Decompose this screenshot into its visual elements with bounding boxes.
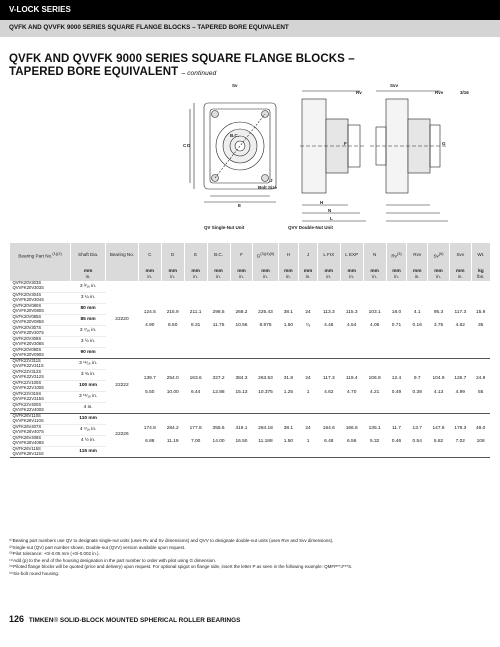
- part-number-cell: QVFK20V303S QVVFK20V303S: [10, 281, 71, 292]
- dim-label-f: F: [344, 141, 347, 146]
- shaft-dia-cell: 3 ¹¹⁄₁₆ in.: [71, 358, 106, 369]
- dimension-cell: [471, 413, 490, 457]
- units-cell: mm in.: [428, 267, 450, 281]
- shaft-dia-cell: 115 mm: [71, 446, 106, 457]
- dimension-in: 4.54: [347, 323, 357, 329]
- col-header-rvv: Rvv: [407, 243, 428, 267]
- units-shaft: mm in.: [71, 267, 106, 281]
- dimension-in: 1: [306, 389, 310, 395]
- dimension-in: 4.13: [433, 389, 444, 395]
- dimension-cell: [363, 358, 386, 413]
- shaft-dia-cell: 3 ³⁄₁₆ in.: [71, 281, 106, 292]
- col-header-j: J: [299, 243, 318, 267]
- dimension-in: 0.16: [412, 323, 422, 329]
- dim-label-frac: 3/16: [460, 90, 469, 95]
- dimension-cell: [363, 413, 386, 457]
- units-cell: mm in.: [407, 267, 428, 281]
- col-header-bearing: Bearing No.: [106, 243, 139, 267]
- part-number-cell: QVFK20V080S QVVFK20V080S: [10, 303, 71, 314]
- col-header-d: D: [161, 243, 184, 267]
- dimension-mm: 147.8: [432, 425, 445, 431]
- bearing-no-cell: 22226: [106, 413, 139, 457]
- table-row: [10, 281, 491, 292]
- units-cell: mm in.: [278, 267, 299, 281]
- dim-label-c: C: [183, 143, 187, 148]
- dimension-cell: [407, 358, 428, 413]
- units-cell: mm in.: [386, 267, 407, 281]
- dimension-in: 4.06: [369, 323, 380, 329]
- dimension-in: 5.32: [369, 439, 380, 444]
- dimension-mm: 95.3: [433, 309, 444, 315]
- dimension-cell: [428, 281, 450, 358]
- dimension-cell: [299, 358, 318, 413]
- table-header-row: [10, 243, 491, 267]
- col-header-svv: Svv: [449, 243, 471, 267]
- part-number-cell: QVFK20V308S QVVFK20V308S: [10, 336, 71, 347]
- part-number-cell: QVFK22V312S QVVFK22V312S: [10, 369, 71, 380]
- dimension-mm: 211.1: [189, 309, 202, 315]
- table-row: [10, 358, 491, 369]
- col-header-f: F: [230, 243, 253, 267]
- col-header-h: H: [278, 243, 299, 267]
- dim-label-svv: Svv: [390, 83, 399, 88]
- dimension-mm: 4.1: [413, 309, 421, 315]
- dimension-mm: 9.7: [413, 376, 421, 382]
- dimension-cell: [428, 358, 450, 413]
- dimension-cell: [230, 281, 253, 358]
- caption-double-nut: QVV Double-Nut Unit: [288, 225, 333, 230]
- dimension-mm: 419.1: [235, 425, 248, 431]
- dimension-cell: [278, 281, 299, 358]
- dimension-in: 11.188: [258, 439, 273, 444]
- dimension-mm: 384.3: [235, 376, 248, 382]
- col-header-l-exp: L EXP: [340, 243, 363, 267]
- dimension-in: 5.82: [433, 439, 444, 444]
- units-cell: mm in.: [340, 267, 363, 281]
- shaft-dia-cell: 100 mm: [71, 380, 106, 391]
- shaft-dia-cell: 85 mm: [71, 314, 106, 325]
- footer-text: SOLID-BLOCK MOUNTED SPHERICAL ROLLER BEARINGS: [59, 617, 241, 624]
- col-header-shaft: Shaft Dia.: [71, 243, 106, 267]
- dimension-cell: [386, 281, 407, 358]
- dimension-cell: [161, 281, 184, 358]
- part-number-cell: QVFK26V110S QVVFK26V110S: [10, 413, 71, 424]
- bearing-no-cell: 22222: [106, 358, 139, 413]
- dimension-mm: 174.8: [143, 425, 156, 431]
- table-units-row: [10, 267, 491, 281]
- col-header-wt: Wt.: [471, 243, 490, 267]
- series-header-band: [0, 0, 500, 20]
- dimension-mm: 117.3: [454, 309, 467, 315]
- series-label: V-LOCK SERIES: [9, 5, 71, 14]
- col-header-g: $G^{(3)(4)(5)}$: [253, 243, 278, 267]
- dimension-cell: [340, 358, 363, 413]
- dimension-cell: [230, 358, 253, 413]
- dimension-cell: [407, 281, 428, 358]
- dimension-cell: [449, 358, 471, 413]
- dimension-cell: [299, 281, 318, 358]
- dimension-in: 108: [476, 439, 485, 444]
- dimension-mm: 284.18: [258, 425, 273, 431]
- dimension-mm: 115.3: [345, 309, 358, 315]
- units-cell: mm in.: [161, 267, 184, 281]
- dimension-mm: 103.1: [368, 309, 381, 315]
- dimension-mm: 24: [305, 376, 311, 382]
- dimension-in: 0.71: [391, 323, 402, 329]
- dimension-cell: [278, 358, 299, 413]
- dimension-cell: [138, 358, 161, 413]
- dim-label-j: J: [270, 178, 273, 183]
- dimension-in: 0.46: [391, 439, 402, 444]
- dimension-cell: [207, 281, 230, 358]
- dimension-mm: 113.3: [322, 309, 335, 315]
- dimension-cell: [161, 358, 184, 413]
- dimension-mm: 49.0: [475, 425, 486, 431]
- dimension-cell: [407, 413, 428, 457]
- dimension-cell: [278, 413, 299, 457]
- dimension-mm: 284.2: [166, 425, 179, 431]
- dimension-cell: [207, 358, 230, 413]
- table-body: [10, 281, 491, 457]
- dimension-in: 4.90: [145, 323, 155, 329]
- units-cell: mm in.: [138, 267, 161, 281]
- units-cell: mm in.: [184, 267, 207, 281]
- page-footer: 126 TIMKEN® SOLID-BLOCK MOUNTED SPHERICAL ROLLER BEARINGS: [9, 614, 241, 624]
- dimension-mm: 15.9: [475, 309, 486, 315]
- dimension-mm: 327.2: [212, 376, 225, 382]
- shaft-dia-cell: 4 ⁷⁄₁₆ in.: [71, 424, 106, 435]
- dimension-in: 0.38: [412, 389, 422, 395]
- units-spacer: [10, 267, 71, 281]
- dim-label-rvv: Rvv: [435, 90, 444, 95]
- dimension-cell: [386, 358, 407, 413]
- title-line-2: TAPERED BORE EQUIVALENT: [9, 66, 179, 78]
- dimension-cell: [317, 413, 340, 457]
- dimension-in: 4.99: [455, 389, 465, 395]
- dimension-in: 1: [306, 439, 310, 444]
- dimension-cell: [253, 358, 278, 413]
- dimension-in: 10.375: [258, 389, 273, 395]
- dimension-in: 14.00: [212, 439, 225, 444]
- shaft-dia-cell: 3 ¹⁵⁄₁₆ in.: [71, 391, 106, 402]
- units-cell: mm in.: [299, 267, 318, 281]
- dimension-in: 35: [477, 323, 484, 329]
- dimension-mm: 163.6: [189, 376, 202, 382]
- shaft-dia-cell: 80 mm: [71, 303, 106, 314]
- units-cell: mm in.: [317, 267, 340, 281]
- units-cell: mm in.: [449, 267, 471, 281]
- dim-label-sv: Sv: [232, 83, 238, 88]
- dim-label-l: L: [330, 216, 333, 221]
- dimension-in: 10.00: [166, 389, 179, 395]
- dimension-cell: [471, 281, 490, 358]
- dimension-in: 3.75: [433, 323, 444, 329]
- dimension-cell: [184, 413, 207, 457]
- dim-label-g: G: [442, 141, 446, 146]
- shaft-dia-cell: 90 mm: [71, 347, 106, 358]
- dimension-cell: [253, 413, 278, 457]
- footnote: ⁽⁶⁾Six-bolt round housing.: [9, 570, 60, 576]
- dimension-in: 1.50: [283, 323, 294, 329]
- section-subtitle: QVFK AND QVVFK 9000 SERIES SQUARE FLANGE BLOCKS – TAPERED BORE EQUIVALENT: [9, 24, 289, 31]
- dim-label-h: H: [320, 200, 324, 205]
- footnote: ⁽³⁾Pilot tolerance: +0/-0.05 mm (+0/-0.002 in.).: [9, 551, 100, 557]
- dimension-in: 5.50: [145, 389, 155, 395]
- units-cell: mm in.: [230, 267, 253, 281]
- dimension-mm: 24.9: [475, 376, 486, 382]
- dimension-mm: 104.9: [432, 376, 445, 382]
- technical-drawings: [160, 85, 500, 235]
- dimension-in: 6.44: [190, 389, 201, 395]
- footer-brand: TIMKEN: [28, 617, 54, 624]
- dimension-mm: 355.6: [212, 425, 225, 431]
- dimension-in: 7.00: [190, 439, 201, 444]
- units-cell: mm in.: [253, 267, 278, 281]
- col-header-part: Bearing Part No.$^{(1)(2)}$: [10, 243, 71, 267]
- title-continued: – continued: [181, 70, 217, 77]
- caption-single-nut: QV Single-Nut Unit: [204, 225, 245, 230]
- shaft-dia-cell: 4 ½ in.: [71, 435, 106, 446]
- dim-label-rv: Rv: [356, 90, 362, 95]
- dimension-mm: 263.53: [258, 376, 273, 382]
- dimension-cell: [428, 413, 450, 457]
- dimension-in: 4.70: [347, 389, 357, 395]
- dimension-in: 16.50: [235, 439, 248, 444]
- dimension-cell: [386, 413, 407, 457]
- part-number-cell: QVFK20V304S QVVFK20V304S: [10, 292, 71, 303]
- dimension-cell: [161, 413, 184, 457]
- part-number-cell: QVFK22V315S QVVFK22V315S: [10, 391, 71, 402]
- dimension-mm: 38.1: [283, 309, 294, 315]
- dimension-in: 7.02: [455, 439, 465, 444]
- dimension-cell: [207, 413, 230, 457]
- shaft-dia-cell: 3 ¾ in.: [71, 369, 106, 380]
- dimension-cell: [340, 281, 363, 358]
- dimension-mm: 268.2: [235, 309, 248, 315]
- units-cell: mm in.: [363, 267, 386, 281]
- page-number: 126: [9, 614, 25, 624]
- dimension-mm: 117.3: [322, 376, 335, 382]
- dimension-cell: [299, 413, 318, 457]
- dimension-in: 4.21: [369, 389, 380, 395]
- units-spacer: [106, 267, 139, 281]
- dimension-cell: [184, 281, 207, 358]
- dimensions-table-wrap: [9, 243, 490, 458]
- shaft-dia-cell: 110 mm: [71, 413, 106, 424]
- dim-label-e: E: [238, 203, 242, 208]
- col-header-sv: Sv$^{(6)}$: [428, 243, 450, 267]
- dimension-cell: [363, 281, 386, 358]
- dimension-mm: 11.7: [391, 425, 401, 431]
- dimensions-table: [9, 243, 490, 458]
- shaft-dia-cell: 3 ½ in.: [71, 336, 106, 347]
- dimension-in: 8.50: [168, 323, 178, 329]
- shaft-dia-cell: 4 in.: [71, 402, 106, 413]
- dimension-cell: [449, 413, 471, 457]
- part-number-cell: QVFK20V307S QVVFK20V307S: [10, 325, 71, 336]
- dim-label-d: D: [187, 143, 191, 148]
- dimension-in: 6.56: [347, 439, 357, 444]
- dimension-mm: 38.1: [283, 425, 294, 431]
- dimension-in: 11.75: [212, 323, 225, 329]
- dimension-in: 0.49: [391, 389, 402, 395]
- dimension-mm: 254.0: [166, 376, 179, 382]
- dim-label-bc: B.C.: [230, 133, 239, 138]
- dim-label-bolt-size: Bolt Size: [258, 185, 278, 190]
- dimension-cell: [317, 281, 340, 358]
- footnote: ⁽²⁾Single-nut (QV) part number shown. Double-nut (QVV) version available upon request.: [9, 544, 186, 550]
- shaft-dia-cell: 3 ⁷⁄₁₆ in.: [71, 325, 106, 336]
- dim-label-n: N: [328, 208, 332, 213]
- dimension-in: 1.50: [283, 439, 294, 444]
- dimension-in: 12.88: [212, 389, 225, 395]
- dimension-mm: 126.7: [454, 376, 467, 382]
- units-cell: mm in.: [207, 267, 230, 281]
- dimension-mm: 166.6: [345, 425, 358, 431]
- dimension-cell: [230, 413, 253, 457]
- dimension-in: 8.31: [190, 323, 201, 329]
- dimension-mm: 12.4: [391, 376, 402, 382]
- dimension-in: 1.25: [283, 389, 294, 395]
- col-header-e: E: [184, 243, 207, 267]
- dimension-in: 10.56: [235, 323, 248, 329]
- part-number-cell: QVFK22V311S QVVFK22V311S: [10, 358, 71, 369]
- col-header-rv: Rv$^{(3)}$: [386, 243, 407, 267]
- title-line-1: QVFK AND QVVFK 9000 SERIES SQUARE FLANGE BLOCKS –: [9, 53, 355, 65]
- dimension-cell: [317, 358, 340, 413]
- part-number-cell: QVFK22V100S QVVFK22V100S: [10, 380, 71, 391]
- dimension-cell: [138, 413, 161, 457]
- part-number-cell: QVFK26V407S QVVFK26V407S: [10, 424, 71, 435]
- dimension-mm: 24: [305, 309, 311, 315]
- col-header-c: C: [138, 243, 161, 267]
- dimension-in: 4.46: [324, 323, 334, 329]
- dimension-cell: [449, 281, 471, 358]
- dimension-cell: [138, 281, 161, 358]
- page-title: [9, 53, 355, 80]
- dimension-mm: 178.3: [454, 425, 467, 431]
- section-subtitle-band: [0, 20, 500, 37]
- shaft-dia-cell: 3 ¼ in.: [71, 292, 106, 303]
- dimension-cell: [184, 358, 207, 413]
- dimension-in: 6.88: [145, 439, 155, 444]
- dimension-mm: 298.5: [212, 309, 225, 315]
- dimension-in: 4.62: [324, 389, 334, 395]
- col-header-bc: B.C.: [207, 243, 230, 267]
- dimension-in: 6.48: [324, 439, 334, 444]
- col-header-n: N: [363, 243, 386, 267]
- dimension-mm: 18.0: [391, 309, 402, 315]
- col-header-l-fix: L FIX: [317, 243, 340, 267]
- dimension-cell: [253, 281, 278, 358]
- dimension-cell: [471, 358, 490, 413]
- dimension-mm: 164.6: [322, 425, 335, 431]
- dimension-in: 4.62: [455, 323, 465, 329]
- dimension-mm: 215.9: [166, 309, 179, 315]
- footnote: ⁽¹⁾Bearing part numbers use QV to designate single-nut units (uses Rv and Sv dimensions) and QVV to designate double-nut units (uses Rvv and Svv dimensions).: [9, 538, 334, 543]
- footnote: ⁽⁵⁾Piloted flange blocks will be quoted (price and delivery) upon request. For optional spigot on flange side, insert the letter P as seen in the following example: QMFP**J***S.: [9, 564, 353, 570]
- table-row: [10, 413, 491, 424]
- dimension-in: ⁷⁄₈: [305, 323, 311, 329]
- dimension-mm: 24: [305, 425, 311, 431]
- dimension-mm: 135.1: [368, 425, 381, 431]
- part-number-cell: QVFK22V400S QVVFK22V400S: [10, 402, 71, 413]
- dimension-mm: 13.7: [412, 425, 422, 431]
- dimension-mm: 177.8: [189, 425, 202, 431]
- footnotes: [9, 538, 491, 578]
- units-cell: kg lbs.: [471, 267, 490, 281]
- dimension-mm: 139.7: [143, 376, 156, 382]
- dimension-in: 8.875: [259, 323, 272, 329]
- part-number-cell: QVFK20V085S QVVFK20V085S: [10, 314, 71, 325]
- dimension-in: 15.13: [235, 389, 248, 395]
- footnote: ⁽⁴⁾Add (p) to the end of the housing designation in the part number to order with pilot using G dimension.: [9, 557, 217, 563]
- dimension-mm: 31.8: [283, 376, 294, 382]
- dimension-in: 0.54: [412, 439, 422, 444]
- dimension-mm: 119.4: [345, 376, 358, 382]
- dimension-mm: 124.5: [143, 309, 156, 315]
- part-number-cell: QVFK20V090S QVVFK20V090S: [10, 347, 71, 358]
- part-number-cell: QVFK26V115S QVVFK26V115S: [10, 446, 71, 457]
- dimension-cell: [340, 413, 363, 457]
- part-number-cell: QVFK26V408S QVVFK26V408S: [10, 435, 71, 446]
- bearing-no-cell: 22220: [106, 281, 139, 358]
- dimension-mm: 106.9: [368, 376, 381, 382]
- dimension-mm: 225.43: [258, 309, 273, 315]
- dimension-in: 55: [477, 389, 484, 395]
- dimension-in: 11.19: [166, 439, 179, 444]
